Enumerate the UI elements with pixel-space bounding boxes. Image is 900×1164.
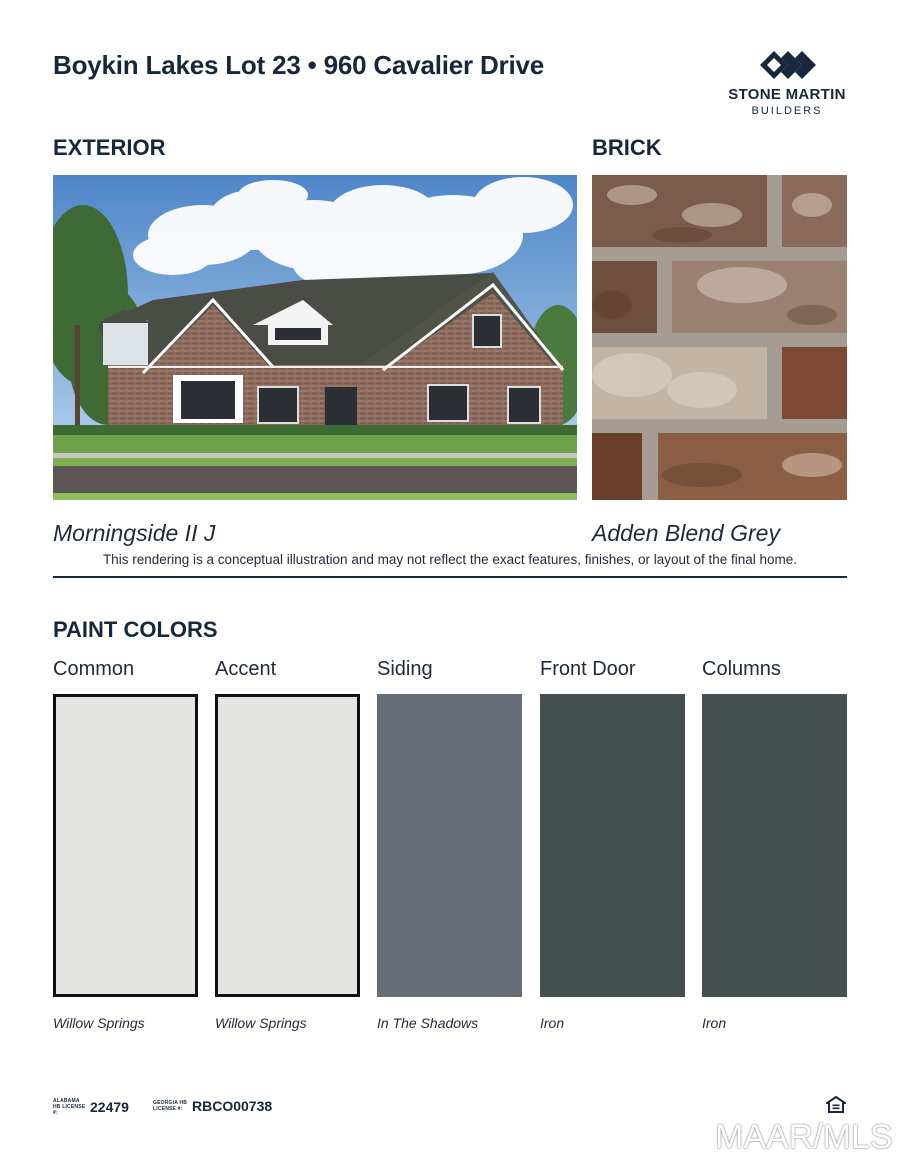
house-model-caption: Morningside II J <box>53 520 216 546</box>
logo-diamonds-icon <box>759 50 817 80</box>
alabama-license-label: ALABAMA HB LICENSE #: <box>53 1098 86 1116</box>
builder-logo <box>722 50 852 120</box>
paint-swatch-siding <box>377 657 522 1031</box>
swatch-color-name: Iron <box>540 1015 565 1031</box>
swatch-color <box>540 694 685 997</box>
swatch-label: Common <box>53 658 135 680</box>
swatch-color-name: In The Shadows <box>377 1015 479 1031</box>
rendering-disclaimer: This rendering is a conceptual illustration and may not reflect the exact features, finishes, or layout of the final home. <box>102 552 798 567</box>
georgia-license-number: RBCO00738 <box>192 1098 273 1114</box>
swatch-color-name: Iron <box>702 1015 727 1031</box>
paint-swatch-common <box>53 657 198 1031</box>
georgia-license-label: GEORGIA HB LICENSE #: <box>153 1100 188 1112</box>
swatch-color <box>377 694 522 997</box>
swatch-label: Columns <box>702 658 781 680</box>
swatch-color-name: Willow Springs <box>53 1015 145 1031</box>
brick-name-caption: Adden Blend Grey <box>592 520 780 546</box>
swatch-label: Accent <box>215 658 277 680</box>
paint-swatch-front-door <box>540 657 685 1031</box>
equal-housing-icon <box>826 1096 846 1114</box>
paint-swatch-columns <box>702 657 847 1031</box>
brick-sample-image <box>592 175 847 500</box>
mls-watermark: MAAR/MLS <box>715 1118 893 1156</box>
swatch-color <box>53 694 198 997</box>
alabama-license-number: 22479 <box>90 1099 129 1115</box>
logo-subtitle: BUILDERS <box>751 105 823 117</box>
exterior-rendering-image <box>53 175 577 500</box>
brick-heading: BRICK <box>592 135 662 160</box>
swatch-color <box>702 694 847 997</box>
swatch-color <box>215 694 360 997</box>
alabama-license <box>53 1098 129 1116</box>
paint-colors-heading: PAINT COLORS <box>53 617 218 642</box>
paint-swatch-accent <box>215 657 360 1031</box>
exterior-heading: EXTERIOR <box>53 135 166 160</box>
swatch-label: Front Door <box>540 658 636 680</box>
swatch-color-name: Willow Springs <box>215 1015 307 1031</box>
logo-wordmark: STONE MARTIN <box>728 86 846 103</box>
georgia-license <box>153 1098 272 1114</box>
page-title: Boykin Lakes Lot 23 • 960 Cavalier Drive <box>53 50 545 80</box>
swatch-label: Siding <box>377 658 433 680</box>
divider <box>53 576 847 578</box>
